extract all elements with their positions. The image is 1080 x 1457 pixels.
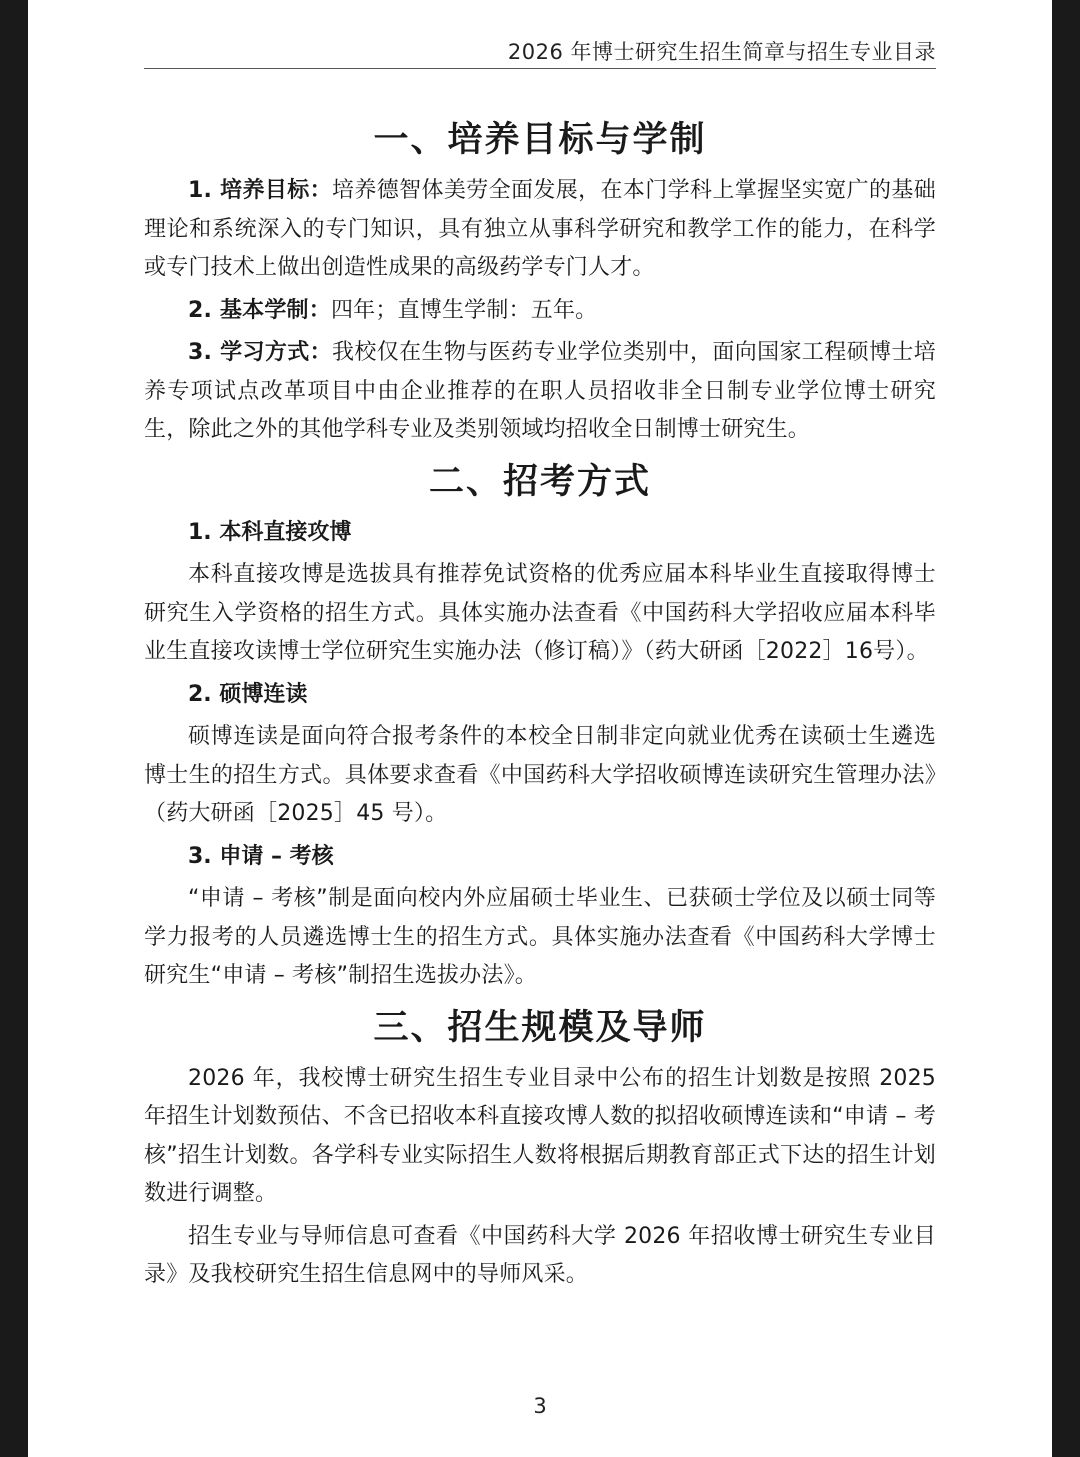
paragraph-direct-phd: 本科直接攻博是选拔具有推荐免试资格的优秀应届本科毕业生直接取得博士研究生入学资格的招生方式。具体实施办法查看《中国药科大学招收应届本科毕业生直接攻读博士学位研究生实施办法（修订稿）》（药大研函［2022］16号）。 (144, 562, 936, 664)
header-divider (144, 68, 936, 69)
paragraph-advisor-info: 招生专业与导师信息可查看《中国药科大学 2026 年招收博士研究生专业目录》及我校研究生招生信息网中的导师风采。 (144, 1223, 936, 1287)
paragraph-master-phd: 硕博连读是面向符合报考条件的本校全日制非定向就业优秀在读硕士生遴选博士生的招生方式。具体要求查看《中国药科大学招收硕博连读研究生管理办法》（药大研函［2025］45 号）。 (144, 724, 936, 826)
subheading-master-phd: 2. 硕博连读 (188, 681, 308, 707)
paragraph-duration (144, 292, 936, 331)
page-content (144, 112, 936, 1299)
lead-label: 3. 学习方式： (188, 340, 332, 365)
running-header: 2026 年博士研究生招生简章与招生专业目录 (507, 40, 936, 64)
paragraph-text: 四年；直博生学制：五年。 (330, 297, 598, 323)
paragraph-text: 我校仅在生物与医药专业学位类别中，面向国家工程硕博士培养专项试点改革项目中由企业推荐的在职人员招收非全日制专业学位博士研究生，除此之外的其他学科专业及类别领域均招收全日制博士研究生。 (144, 340, 936, 442)
section-title-scale-and-advisors: 三、招生规模及导师 (373, 1006, 707, 1048)
paragraph-enrollment-plan: 2026 年，我校博士研究生招生专业目录中公布的招生计划数是按照 2025 年招生计划数预估、不含已招收本科直接攻博人数的拟招收硕博连读和“申请 – 考核”招生计划数。各学科专业实际招生人数将根据后期教育部正式下达的招生计划数进行调整。 (144, 1065, 936, 1206)
paragraph-training-goal (144, 172, 936, 288)
page-number: 3 (533, 1394, 547, 1418)
document-page (28, 0, 1052, 1457)
subheading-application-assessment: 3. 申请 – 考核 (188, 843, 334, 869)
paragraph-text: 培养德智体美劳全面发展，在本门学科上掌握坚实宽广的基础理论和系统深入的专门知识，具有独立从事科学研究和教学工作的能力，在科学或专门技术上做出创造性成果的高级药学专门人才。 (144, 178, 936, 280)
section-title-training-goals: 一、培养目标与学制 (373, 119, 707, 160)
paragraph-study-mode (144, 334, 936, 450)
lead-label: 1. 培养目标： (188, 178, 332, 203)
subheading-direct-phd: 1. 本科直接攻博 (188, 519, 352, 545)
section-title-admission-methods: 二、招考方式 (428, 460, 651, 502)
paragraph-application-assessment: “申请 – 考核”制是面向校内外应届硕士毕业生、已获硕士学位及以硕士同等学力报考的人员遴选博士生的招生方式。具体实施办法查看《中国药科大学博士研究生“申请 – 考核”制招生选拔办法》。 (144, 886, 936, 988)
lead-label: 2. 基本学制： (188, 297, 331, 323)
